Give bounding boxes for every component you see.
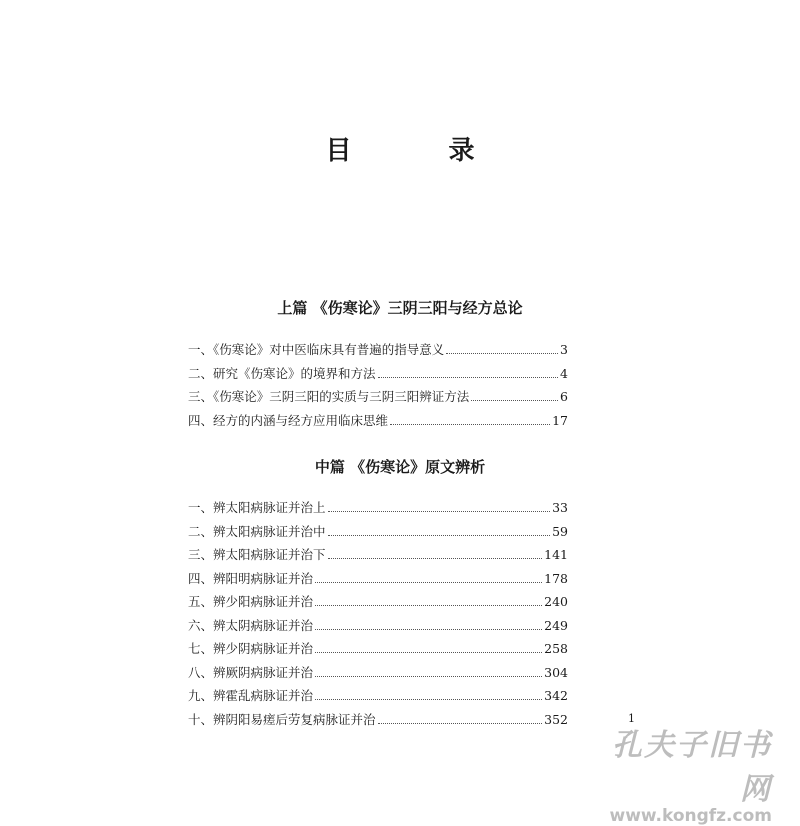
dot-leader — [315, 573, 542, 583]
toc-entry-page: 3 — [560, 342, 568, 357]
toc-entry-label: 一、辨太阳病脉证并治上 — [188, 500, 326, 515]
toc-entry[interactable] — [188, 661, 568, 685]
part1-heading: 上篇 《伤寒论》三阴三阳与经方总论 — [277, 299, 523, 317]
toc-entry[interactable] — [188, 590, 568, 614]
toc-entry[interactable] — [188, 520, 568, 544]
toc-entry[interactable] — [188, 684, 568, 708]
toc-entry[interactable] — [188, 614, 568, 638]
toc-entry-page: 4 — [560, 365, 568, 381]
dot-leader — [315, 643, 542, 653]
toc-entry[interactable] — [188, 708, 568, 732]
dot-leader — [315, 690, 542, 700]
toc-entry-label: 九、辨霍乱病脉证并治 — [188, 688, 314, 703]
toc-entry-page: 352 — [544, 711, 568, 727]
part1-toc — [188, 338, 568, 432]
dot-leader — [390, 415, 550, 425]
toc-entry-label: 三、《伤寒论》三阴三阳的实质与三阴三阳辨证方法 — [188, 389, 470, 404]
dot-leader — [315, 620, 542, 630]
watermark-text: 孔夫子旧书网 — [612, 728, 772, 807]
toc-entry[interactable] — [188, 362, 568, 386]
toc-entry-label: 四、辨阳明病脉证并治 — [188, 570, 314, 586]
toc-entry-page: 178 — [544, 570, 568, 586]
toc-entry[interactable] — [188, 338, 568, 362]
toc-entry-label: 四、经方的内涵与经方应用临床思维 — [188, 412, 389, 428]
toc-entry-page: 33 — [552, 500, 568, 515]
toc-entry-page: 249 — [544, 617, 568, 633]
page-title: 目 录 — [325, 136, 519, 166]
toc-entry-label: 五、辨少阳病脉证并治 — [188, 594, 314, 609]
toc-entry[interactable] — [188, 543, 568, 567]
toc-entry-page: 342 — [544, 688, 568, 703]
toc-entry-label: 二、研究《伤寒论》的境界和方法 — [188, 365, 376, 381]
dot-leader — [315, 596, 542, 606]
toc-entry[interactable] — [188, 385, 568, 409]
toc-entry-label: 六、辨太阴病脉证并治 — [188, 617, 314, 633]
toc-entry-label: 八、辨厥阴病脉证并治 — [188, 664, 314, 680]
part2-toc — [188, 496, 568, 731]
toc-entry-page: 17 — [552, 412, 568, 428]
dot-leader — [328, 502, 551, 512]
dot-leader — [328, 549, 543, 559]
toc-entry[interactable] — [188, 409, 568, 433]
dot-leader — [328, 526, 551, 536]
toc-entry-label: 三、辨太阳病脉证并治下 — [188, 547, 326, 562]
toc-entry-label: 十、辨阴阳易瘥后劳复病脉证并治 — [188, 711, 376, 727]
toc-entry-page: 141 — [544, 547, 568, 562]
dot-leader — [471, 391, 558, 401]
watermark — [582, 720, 772, 826]
toc-entry[interactable] — [188, 637, 568, 661]
toc-entry-label: 一、《伤寒论》对中医临床具有普遍的指导意义 — [188, 342, 445, 357]
part2-heading: 中篇 《伤寒论》原文辨析 — [314, 458, 486, 476]
toc-entry-label: 二、辨太阳病脉证并治中 — [188, 523, 326, 539]
dot-leader — [446, 344, 558, 354]
toc-entry[interactable] — [188, 567, 568, 591]
toc-entry-page: 59 — [552, 523, 568, 539]
toc-entry[interactable] — [188, 496, 568, 520]
toc-entry-page: 6 — [560, 389, 568, 404]
dot-leader — [378, 368, 559, 378]
page-number: 1 — [628, 712, 635, 725]
toc-entry-page: 258 — [544, 641, 568, 656]
watermark-url: www.kongfz.com — [609, 806, 772, 826]
toc-entry-page: 240 — [544, 594, 568, 609]
toc-entry-label: 七、辨少阴病脉证并治 — [188, 641, 314, 656]
dot-leader — [315, 667, 542, 677]
dot-leader — [378, 714, 543, 724]
toc-entry-page: 304 — [544, 664, 568, 680]
